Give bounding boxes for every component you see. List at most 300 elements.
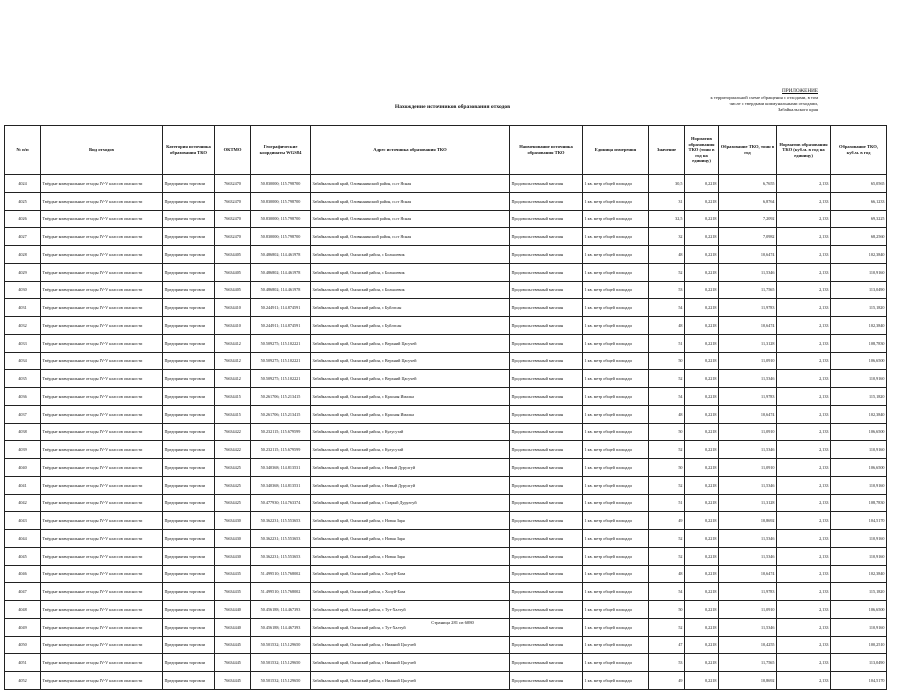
table-row bbox=[5, 352, 887, 370]
generation-tonnes-cell: 10,6474 bbox=[719, 405, 777, 423]
value-cell: 49 bbox=[649, 672, 685, 690]
source-name-cell: Продовольственный магазин bbox=[510, 423, 583, 441]
address-cell: Забайкальский край, Ононский район, с Новый Дурулгуй bbox=[311, 459, 510, 477]
address-cell: Забайкальский край, Ононский район, с Большевик bbox=[311, 263, 510, 281]
source-category-cell: Предприятия торговли bbox=[163, 281, 215, 299]
generation-cubic-cell: 106,6500 bbox=[831, 423, 887, 441]
unit-cell: 1 кв. метр общей площади bbox=[583, 228, 649, 246]
value-cell: 54 bbox=[649, 299, 685, 317]
oktmo-cell: 76634405 bbox=[215, 263, 251, 281]
table-row bbox=[5, 281, 887, 299]
norm-tonnes-cell: 0,2218 bbox=[685, 654, 719, 672]
norm-tonnes-cell: 0,2218 bbox=[685, 352, 719, 370]
generation-cubic-cell: 100,2510 bbox=[831, 636, 887, 654]
coordinates-cell: 51.499510; 115.768002 bbox=[251, 565, 311, 583]
generation-cubic-cell: 69,3225 bbox=[831, 210, 887, 228]
value-cell: 52 bbox=[649, 530, 685, 548]
table-row bbox=[5, 441, 887, 459]
document-title: Нахождение источников образования отходов bbox=[394, 104, 511, 110]
unit-cell: 1 кв. метр общей площади bbox=[583, 423, 649, 441]
generation-cubic-cell: 113,0490 bbox=[831, 281, 887, 299]
appendix-line-3: Забайкальского края bbox=[777, 107, 818, 112]
source-category-cell: Предприятия торговли bbox=[163, 334, 215, 352]
waste-type-cell: Твёрдые коммунальные отходы IV-V классов опасности bbox=[41, 565, 163, 583]
source-name-cell: Продовольственный магазин bbox=[510, 530, 583, 548]
norm-cubic-cell: 2,133 bbox=[777, 618, 831, 636]
address-cell: Забайкальский край, Ононский район, с Нижний Цасучей bbox=[311, 672, 510, 690]
norm-cubic-cell: 2,133 bbox=[777, 547, 831, 565]
unit-cell: 1 кв. метр общей площади bbox=[583, 263, 649, 281]
source-category-cell: Предприятия торговли bbox=[163, 476, 215, 494]
source-name-cell: Продовольственный магазин bbox=[510, 583, 583, 601]
unit-cell: 1 кв. метр общей площади bbox=[583, 210, 649, 228]
row-number-cell: 4036 bbox=[5, 388, 41, 406]
norm-cubic-cell: 2,133 bbox=[777, 423, 831, 441]
row-number-cell: 4028 bbox=[5, 246, 41, 264]
unit-cell: 1 кв. метр общей площади bbox=[583, 388, 649, 406]
generation-tonnes-cell: 7,0982 bbox=[719, 228, 777, 246]
value-cell: 48 bbox=[649, 565, 685, 583]
oktmo-cell: 76632470 bbox=[215, 210, 251, 228]
norm-cubic-cell: 2,133 bbox=[777, 370, 831, 388]
generation-cubic-cell: 102,3840 bbox=[831, 565, 887, 583]
source-name-cell: Продовольственный магазин bbox=[510, 299, 583, 317]
source-name-cell: Продовольственный магазин bbox=[510, 192, 583, 210]
oktmo-cell: 76634445 bbox=[215, 672, 251, 690]
row-number-cell: 4040 bbox=[5, 459, 41, 477]
source-name-cell: Продовольственный магазин bbox=[510, 565, 583, 583]
waste-type-cell: Твёрдые коммунальные отходы IV-V классов опасности bbox=[41, 228, 163, 246]
row-number-cell: 4035 bbox=[5, 370, 41, 388]
oktmo-cell: 76634435 bbox=[215, 583, 251, 601]
coordinates-cell: 50.456188; 114.467393 bbox=[251, 601, 311, 619]
source-name-cell: Продовольственный магазин bbox=[510, 263, 583, 281]
source-category-cell: Предприятия торговли bbox=[163, 317, 215, 335]
oktmo-cell: 76634440 bbox=[215, 618, 251, 636]
generation-tonnes-cell: 11,3128 bbox=[719, 494, 777, 512]
oktmo-cell: 76634412 bbox=[215, 352, 251, 370]
value-cell: 50 bbox=[649, 352, 685, 370]
source-category-cell: Предприятия торговли bbox=[163, 210, 215, 228]
oktmo-cell: 76634410 bbox=[215, 317, 251, 335]
address-cell: Забайкальский край, Ононский район, с Нижний Цасучей bbox=[311, 636, 510, 654]
table-row bbox=[5, 334, 887, 352]
coordinates-cell: 50.501532; 115.129650 bbox=[251, 636, 311, 654]
norm-tonnes-cell: 0,2218 bbox=[685, 636, 719, 654]
column-header: Единица измерения bbox=[583, 126, 649, 175]
address-cell: Забайкальский край, Ононский район, с Красная Ималка bbox=[311, 388, 510, 406]
table-row bbox=[5, 565, 887, 583]
coordinates-cell: 50.486802; 114.461978 bbox=[251, 246, 311, 264]
norm-cubic-cell: 2,133 bbox=[777, 334, 831, 352]
waste-type-cell: Твёрдые коммунальные отходы IV-V классов опасности bbox=[41, 441, 163, 459]
oktmo-cell: 76634440 bbox=[215, 601, 251, 619]
generation-tonnes-cell: 7,2092 bbox=[719, 210, 777, 228]
table-row bbox=[5, 547, 887, 565]
row-number-cell: 4037 bbox=[5, 405, 41, 423]
waste-type-cell: Твёрдые коммунальные отходы IV-V классов опасности bbox=[41, 512, 163, 530]
source-category-cell: Предприятия торговли bbox=[163, 565, 215, 583]
coordinates-cell: 50.340368; 114.813531 bbox=[251, 459, 311, 477]
generation-tonnes-cell: 11,5346 bbox=[719, 476, 777, 494]
row-number-cell: 4031 bbox=[5, 299, 41, 317]
oktmo-cell: 76634422 bbox=[215, 441, 251, 459]
unit-cell: 1 кв. метр общей площади bbox=[583, 405, 649, 423]
generation-cubic-cell: 102,3840 bbox=[831, 405, 887, 423]
source-name-cell: Продовольственный магазин bbox=[510, 405, 583, 423]
norm-tonnes-cell: 0,2218 bbox=[685, 370, 719, 388]
waste-type-cell: Твёрдые коммунальные отходы IV-V классов опасности bbox=[41, 476, 163, 494]
norm-cubic-cell: 2,133 bbox=[777, 512, 831, 530]
norm-tonnes-cell: 0,2218 bbox=[685, 246, 719, 264]
norm-cubic-cell: 2,133 bbox=[777, 494, 831, 512]
generation-cubic-cell: 110,9160 bbox=[831, 476, 887, 494]
unit-cell: 1 кв. метр общей площади bbox=[583, 334, 649, 352]
generation-tonnes-cell: 11,3128 bbox=[719, 334, 777, 352]
source-category-cell: Предприятия торговли bbox=[163, 228, 215, 246]
value-cell: 48 bbox=[649, 405, 685, 423]
norm-cubic-cell: 2,133 bbox=[777, 459, 831, 477]
address-cell: Забайкальский край, Ононский район, с Верхний Цасучей bbox=[311, 352, 510, 370]
generation-tonnes-cell: 11,5346 bbox=[719, 618, 777, 636]
column-header: Категория источника образования ТКО bbox=[163, 126, 215, 175]
source-category-cell: Предприятия торговли bbox=[163, 601, 215, 619]
coordinates-cell: 50.244911; 114.874591 bbox=[251, 317, 311, 335]
coordinates-cell: 50.501532; 115.129650 bbox=[251, 654, 311, 672]
column-header: Норматив образования ТКО (куб.м. в год на единицу) bbox=[777, 126, 831, 175]
waste-sources-table bbox=[4, 125, 887, 690]
norm-cubic-cell: 2,133 bbox=[777, 636, 831, 654]
column-header: ОКТМО bbox=[215, 126, 251, 175]
oktmo-cell: 76632470 bbox=[215, 192, 251, 210]
source-category-cell: Предприятия торговли bbox=[163, 672, 215, 690]
address-cell: Забайкальский край, Оловяннинский район, п.ст Ясная bbox=[311, 228, 510, 246]
generation-tonnes-cell: 11,0910 bbox=[719, 459, 777, 477]
address-cell: Забайкальский край, Ононский район, с Тут-Халтуй bbox=[311, 618, 510, 636]
oktmo-cell: 76634430 bbox=[215, 512, 251, 530]
coordinates-cell: 50.261706; 115.213415 bbox=[251, 388, 311, 406]
generation-tonnes-cell: 11,7565 bbox=[719, 281, 777, 299]
row-number-cell: 4043 bbox=[5, 512, 41, 530]
waste-type-cell: Твёрдые коммунальные отходы IV-V классов опасности bbox=[41, 334, 163, 352]
unit-cell: 1 кв. метр общей площади bbox=[583, 370, 649, 388]
table-row bbox=[5, 228, 887, 246]
value-cell: 53 bbox=[649, 654, 685, 672]
table-row bbox=[5, 388, 887, 406]
column-header: Адрес источника образования ТКО bbox=[311, 126, 510, 175]
norm-tonnes-cell: 0,2218 bbox=[685, 547, 719, 565]
unit-cell: 1 кв. метр общей площади bbox=[583, 459, 649, 477]
norm-tonnes-cell: 0,2218 bbox=[685, 192, 719, 210]
norm-tonnes-cell: 0,2218 bbox=[685, 263, 719, 281]
generation-cubic-cell: 102,3840 bbox=[831, 317, 887, 335]
source-category-cell: Предприятия торговли bbox=[163, 370, 215, 388]
generation-tonnes-cell: 11,5346 bbox=[719, 441, 777, 459]
norm-tonnes-cell: 0,2218 bbox=[685, 565, 719, 583]
table-row bbox=[5, 423, 887, 441]
table-row bbox=[5, 512, 887, 530]
oktmo-cell: 76634445 bbox=[215, 654, 251, 672]
norm-cubic-cell: 2,133 bbox=[777, 175, 831, 193]
norm-cubic-cell: 2,133 bbox=[777, 388, 831, 406]
table-row bbox=[5, 654, 887, 672]
norm-tonnes-cell: 0,2218 bbox=[685, 441, 719, 459]
source-category-cell: Предприятия торговли bbox=[163, 246, 215, 264]
source-name-cell: Продовольственный магазин bbox=[510, 388, 583, 406]
generation-cubic-cell: 110,9160 bbox=[831, 263, 887, 281]
waste-type-cell: Твёрдые коммунальные отходы IV-V классов опасности bbox=[41, 618, 163, 636]
generation-cubic-cell: 102,3840 bbox=[831, 246, 887, 264]
unit-cell: 1 кв. метр общей площади bbox=[583, 583, 649, 601]
source-category-cell: Предприятия торговли bbox=[163, 530, 215, 548]
generation-tonnes-cell: 10,8692 bbox=[719, 672, 777, 690]
norm-tonnes-cell: 0,2218 bbox=[685, 317, 719, 335]
row-number-cell: 4050 bbox=[5, 636, 41, 654]
source-category-cell: Предприятия торговли bbox=[163, 263, 215, 281]
waste-type-cell: Твёрдые коммунальные отходы IV-V классов опасности bbox=[41, 583, 163, 601]
generation-tonnes-cell: 11,7565 bbox=[719, 654, 777, 672]
value-cell: 52 bbox=[649, 618, 685, 636]
norm-cubic-cell: 2,133 bbox=[777, 476, 831, 494]
waste-type-cell: Твёрдые коммунальные отходы IV-V классов опасности bbox=[41, 175, 163, 193]
row-number-cell: 4025 bbox=[5, 192, 41, 210]
row-number-cell: 4030 bbox=[5, 281, 41, 299]
oktmo-cell: 76634412 bbox=[215, 334, 251, 352]
norm-tonnes-cell: 0,2218 bbox=[685, 388, 719, 406]
source-name-cell: Продовольственный магазин bbox=[510, 618, 583, 636]
generation-cubic-cell: 104,5170 bbox=[831, 672, 887, 690]
address-cell: Забайкальский край, Ононский район, с Большевик bbox=[311, 246, 510, 264]
coordinates-cell: 50.509275; 115.102221 bbox=[251, 334, 311, 352]
waste-type-cell: Твёрдые коммунальные отходы IV-V классов опасности bbox=[41, 299, 163, 317]
generation-tonnes-cell: 11,5346 bbox=[719, 370, 777, 388]
waste-type-cell: Твёрдые коммунальные отходы IV-V классов опасности bbox=[41, 210, 163, 228]
table-row bbox=[5, 636, 887, 654]
norm-cubic-cell: 2,133 bbox=[777, 530, 831, 548]
waste-type-cell: Твёрдые коммунальные отходы IV-V классов опасности bbox=[41, 654, 163, 672]
column-header: Наименование источника образования ТКО bbox=[510, 126, 583, 175]
generation-cubic-cell: 115,1820 bbox=[831, 299, 887, 317]
coordinates-cell: 50.830000; 115.798700 bbox=[251, 210, 311, 228]
source-name-cell: Продовольственный магазин bbox=[510, 441, 583, 459]
coordinates-cell: 50.509275; 115.102221 bbox=[251, 370, 311, 388]
column-header: Образование ТКО, куб.м. в год bbox=[831, 126, 887, 175]
norm-cubic-cell: 2,133 bbox=[777, 405, 831, 423]
norm-tonnes-cell: 0,2218 bbox=[685, 672, 719, 690]
address-cell: Забайкальский край, Ононский район, с Большевик bbox=[311, 281, 510, 299]
unit-cell: 1 кв. метр общей площади bbox=[583, 565, 649, 583]
row-number-cell: 4049 bbox=[5, 618, 41, 636]
coordinates-cell: 50.486802; 114.461978 bbox=[251, 263, 311, 281]
address-cell: Забайкальский край, Ононский район, с Буйлэсан bbox=[311, 299, 510, 317]
norm-tonnes-cell: 0,2218 bbox=[685, 459, 719, 477]
source-name-cell: Продовольственный магазин bbox=[510, 334, 583, 352]
table-row bbox=[5, 246, 887, 264]
address-cell: Забайкальский край, Ононский район, с Новая Заря bbox=[311, 512, 510, 530]
unit-cell: 1 кв. метр общей площади bbox=[583, 601, 649, 619]
generation-cubic-cell: 110,9160 bbox=[831, 530, 887, 548]
value-cell: 49 bbox=[649, 512, 685, 530]
table-row bbox=[5, 494, 887, 512]
norm-cubic-cell: 2,133 bbox=[777, 583, 831, 601]
generation-cubic-cell: 115,1820 bbox=[831, 583, 887, 601]
coordinates-cell: 50.232115; 115.679599 bbox=[251, 441, 311, 459]
waste-type-cell: Твёрдые коммунальные отходы IV-V классов опасности bbox=[41, 388, 163, 406]
value-cell: 52 bbox=[649, 370, 685, 388]
generation-tonnes-cell: 11,0910 bbox=[719, 423, 777, 441]
source-category-cell: Предприятия торговли bbox=[163, 352, 215, 370]
column-header: № п/п bbox=[5, 126, 41, 175]
row-number-cell: 4034 bbox=[5, 352, 41, 370]
coordinates-cell: 50.509275; 115.102221 bbox=[251, 352, 311, 370]
value-cell: 52 bbox=[649, 263, 685, 281]
source-name-cell: Продовольственный магазин bbox=[510, 175, 583, 193]
row-number-cell: 4038 bbox=[5, 423, 41, 441]
generation-tonnes-cell: 10,4255 bbox=[719, 636, 777, 654]
generation-tonnes-cell: 10,6474 bbox=[719, 565, 777, 583]
value-cell: 51 bbox=[649, 494, 685, 512]
unit-cell: 1 кв. метр общей площади bbox=[583, 175, 649, 193]
generation-tonnes-cell: 10,8692 bbox=[719, 512, 777, 530]
source-category-cell: Предприятия торговли bbox=[163, 175, 215, 193]
coordinates-cell: 50.456188; 114.467393 bbox=[251, 618, 311, 636]
source-category-cell: Предприятия торговли bbox=[163, 299, 215, 317]
unit-cell: 1 кв. метр общей площади bbox=[583, 636, 649, 654]
source-category-cell: Предприятия торговли bbox=[163, 423, 215, 441]
unit-cell: 1 кв. метр общей площади bbox=[583, 281, 649, 299]
coordinates-cell: 50.830000; 115.798700 bbox=[251, 192, 311, 210]
row-number-cell: 4026 bbox=[5, 210, 41, 228]
value-cell: 32,5 bbox=[649, 210, 685, 228]
address-cell: Забайкальский край, Ононский район, с Верхний Цасучей bbox=[311, 334, 510, 352]
table-header-row bbox=[5, 126, 887, 175]
table-row bbox=[5, 263, 887, 281]
source-category-cell: Предприятия торговли bbox=[163, 654, 215, 672]
address-cell: Забайкальский край, Ононский район, с Новый Дурулгуй bbox=[311, 476, 510, 494]
oktmo-cell: 76634415 bbox=[215, 405, 251, 423]
row-number-cell: 4024 bbox=[5, 175, 41, 193]
value-cell: 54 bbox=[649, 388, 685, 406]
appendix-title: ПРИЛОЖЕНИЕ bbox=[782, 88, 818, 94]
unit-cell: 1 кв. метр общей площади bbox=[583, 441, 649, 459]
generation-cubic-cell: 104,5170 bbox=[831, 512, 887, 530]
coordinates-cell: 50.477930; 114.763374 bbox=[251, 494, 311, 512]
unit-cell: 1 кв. метр общей площади bbox=[583, 476, 649, 494]
source-name-cell: Продовольственный магазин bbox=[510, 636, 583, 654]
unit-cell: 1 кв. метр общей площади bbox=[583, 547, 649, 565]
generation-cubic-cell: 110,9160 bbox=[831, 618, 887, 636]
address-cell: Забайкальский край, Ононский район, с Старый Дурулгуй bbox=[311, 494, 510, 512]
source-name-cell: Продовольственный магазин bbox=[510, 672, 583, 690]
oktmo-cell: 76634405 bbox=[215, 246, 251, 264]
table-row bbox=[5, 210, 887, 228]
row-number-cell: 4045 bbox=[5, 547, 41, 565]
oktmo-cell: 76634430 bbox=[215, 547, 251, 565]
column-header: Географические координаты WGS84 bbox=[251, 126, 311, 175]
norm-tonnes-cell: 0,2218 bbox=[685, 334, 719, 352]
norm-tonnes-cell: 0,2218 bbox=[685, 512, 719, 530]
value-cell: 30,5 bbox=[649, 175, 685, 193]
source-category-cell: Предприятия торговли bbox=[163, 405, 215, 423]
source-name-cell: Продовольственный магазин bbox=[510, 370, 583, 388]
waste-type-cell: Твёрдые коммунальные отходы IV-V классов опасности bbox=[41, 192, 163, 210]
value-cell: 53 bbox=[649, 281, 685, 299]
unit-cell: 1 кв. метр общей площади bbox=[583, 494, 649, 512]
row-number-cell: 4032 bbox=[5, 317, 41, 335]
unit-cell: 1 кв. метр общей площади bbox=[583, 654, 649, 672]
unit-cell: 1 кв. метр общей площади bbox=[583, 246, 649, 264]
generation-cubic-cell: 106,6500 bbox=[831, 459, 887, 477]
coordinates-cell: 50.362231; 115.553653 bbox=[251, 512, 311, 530]
source-name-cell: Продовольственный магазин bbox=[510, 246, 583, 264]
generation-cubic-cell: 106,6500 bbox=[831, 352, 887, 370]
generation-cubic-cell: 108,7830 bbox=[831, 494, 887, 512]
generation-cubic-cell: 110,9160 bbox=[831, 370, 887, 388]
waste-type-cell: Твёрдые коммунальные отходы IV-V классов опасности bbox=[41, 672, 163, 690]
waste-type-cell: Твёрдые коммунальные отходы IV-V классов опасности bbox=[41, 405, 163, 423]
address-cell: Забайкальский край, Ононский район, с Буйлэсан bbox=[311, 317, 510, 335]
waste-type-cell: Твёрдые коммунальные отходы IV-V классов опасности bbox=[41, 601, 163, 619]
value-cell: 31 bbox=[649, 192, 685, 210]
oktmo-cell: 76632470 bbox=[215, 228, 251, 246]
row-number-cell: 4041 bbox=[5, 476, 41, 494]
coordinates-cell: 50.244911; 114.874591 bbox=[251, 299, 311, 317]
norm-cubic-cell: 2,133 bbox=[777, 654, 831, 672]
waste-type-cell: Твёрдые коммунальные отходы IV-V классов опасности bbox=[41, 530, 163, 548]
table-row bbox=[5, 317, 887, 335]
source-name-cell: Продовольственный магазин bbox=[510, 547, 583, 565]
norm-tonnes-cell: 0,2218 bbox=[685, 476, 719, 494]
source-category-cell: Предприятия торговли bbox=[163, 636, 215, 654]
unit-cell: 1 кв. метр общей площади bbox=[583, 299, 649, 317]
column-header: Значение bbox=[649, 126, 685, 175]
norm-tonnes-cell: 0,2218 bbox=[685, 299, 719, 317]
value-cell: 48 bbox=[649, 246, 685, 264]
source-name-cell: Продовольственный магазин bbox=[510, 281, 583, 299]
unit-cell: 1 кв. метр общей площади bbox=[583, 352, 649, 370]
page-footer: Страница 281 из 6080 bbox=[431, 620, 474, 625]
norm-cubic-cell: 2,133 bbox=[777, 441, 831, 459]
source-name-cell: Продовольственный магазин bbox=[510, 654, 583, 672]
address-cell: Забайкальский край, Ононский район, с Нижний Цасучей bbox=[311, 654, 510, 672]
address-cell: Забайкальский край, Оловяннинский район, п.ст Ясная bbox=[311, 210, 510, 228]
source-category-cell: Предприятия торговли bbox=[163, 494, 215, 512]
column-header: Норматив образования ТКО (тонн в год на единицу) bbox=[685, 126, 719, 175]
row-number-cell: 4033 bbox=[5, 334, 41, 352]
norm-tonnes-cell: 0,2218 bbox=[685, 281, 719, 299]
oktmo-cell: 76634425 bbox=[215, 476, 251, 494]
unit-cell: 1 кв. метр общей площади bbox=[583, 530, 649, 548]
oktmo-cell: 76634430 bbox=[215, 530, 251, 548]
generation-tonnes-cell: 11,9783 bbox=[719, 583, 777, 601]
oktmo-cell: 76634405 bbox=[215, 281, 251, 299]
source-category-cell: Предприятия торговли bbox=[163, 441, 215, 459]
norm-cubic-cell: 2,133 bbox=[777, 352, 831, 370]
address-cell: Забайкальский край, Ононский район, с Холуй-База bbox=[311, 583, 510, 601]
oktmo-cell: 76634435 bbox=[215, 565, 251, 583]
address-cell: Забайкальский край, Ононский район, с Новая Заря bbox=[311, 547, 510, 565]
generation-tonnes-cell: 11,5346 bbox=[719, 263, 777, 281]
table-row bbox=[5, 175, 887, 193]
generation-cubic-cell: 106,6500 bbox=[831, 601, 887, 619]
source-category-cell: Предприятия торговли bbox=[163, 547, 215, 565]
table-body bbox=[5, 175, 887, 690]
row-number-cell: 4047 bbox=[5, 583, 41, 601]
address-cell: Забайкальский край, Ононский район, с Красная Ималка bbox=[311, 405, 510, 423]
norm-cubic-cell: 2,133 bbox=[777, 601, 831, 619]
waste-type-cell: Твёрдые коммунальные отходы IV-V классов опасности bbox=[41, 263, 163, 281]
waste-type-cell: Твёрдые коммунальные отходы IV-V классов опасности bbox=[41, 636, 163, 654]
